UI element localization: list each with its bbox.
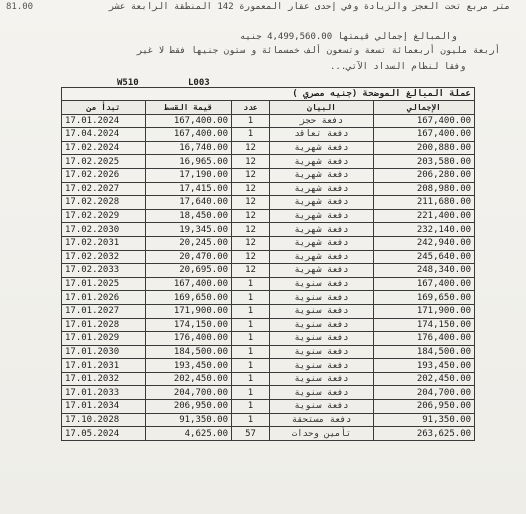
cell-total: 91,350.00 [374,413,475,427]
header-description: البيان [270,101,374,115]
payment-system-line: وفقا لنظام السداد الآتي... [330,62,466,72]
cell-total: 208,980.00 [374,182,475,196]
table-row [62,196,475,210]
cell-total: 206,280.00 [374,168,475,182]
cell-date: 17.01.2032 [62,372,146,386]
table-row [62,345,475,359]
table-row [62,359,475,373]
cell-total: 169,650.00 [374,291,475,305]
cell-amount: 204,700.00 [146,386,232,400]
table-row [62,114,475,128]
cell-date: 17.01.2024 [62,114,146,128]
cell-amount: 91,350.00 [146,413,232,427]
cell-description: دفعة سنوية [270,332,374,346]
cell-total: 204,700.00 [374,386,475,400]
cell-date: 17.01.2026 [62,291,146,305]
cell-description: دفعة شهرية [270,155,374,169]
cell-amount: 17,640.00 [146,196,232,210]
cell-description: دفعة سنوية [270,372,374,386]
property-description-line: متر مربع تحت العجز والزيادة وفي إحدى عقار المعمورة 142 المنطقة الرابعة عشر [109,2,510,12]
cell-count: 12 [232,264,270,278]
table-row [62,168,475,182]
table-row [62,223,475,237]
cell-amount: 184,500.00 [146,345,232,359]
cell-amount: 4,625.00 [146,427,232,441]
cell-date: 17.02.2024 [62,141,146,155]
cell-date: 17.02.2029 [62,209,146,223]
cell-count: 12 [232,236,270,250]
cell-amount: 202,450.00 [146,372,232,386]
table-row [62,128,475,142]
cell-total: 245,640.00 [374,250,475,264]
cell-amount: 169,650.00 [146,291,232,305]
cell-description: دفعة تعاقد [270,128,374,142]
cell-date: 17.02.2030 [62,223,146,237]
cell-total: 203,580.00 [374,155,475,169]
cell-amount: 206,950.00 [146,400,232,414]
cell-amount: 20,695.00 [146,264,232,278]
cell-date: 17.02.2028 [62,196,146,210]
cell-amount: 16,965.00 [146,155,232,169]
cell-amount: 17,415.00 [146,182,232,196]
cell-total: 167,400.00 [374,128,475,142]
payment-schedule-table [61,87,475,441]
cell-amount: 20,470.00 [146,250,232,264]
cell-description: دفعة شهرية [270,182,374,196]
table-row [62,182,475,196]
cell-amount: 167,400.00 [146,277,232,291]
cell-total: 232,140.00 [374,223,475,237]
cell-amount: 176,400.00 [146,332,232,346]
cell-total: 242,940.00 [374,236,475,250]
cell-description: دفعة سنوية [270,291,374,305]
cell-total: 167,400.00 [374,114,475,128]
cell-description: دفعة شهرية [270,223,374,237]
cell-description: دفعة حجز [270,114,374,128]
cell-total: 176,400.00 [374,332,475,346]
cell-count: 1 [232,114,270,128]
unit-code: W510 [117,78,139,88]
cell-description: دفعة سنوية [270,345,374,359]
cell-count: 57 [232,427,270,441]
table-row [62,332,475,346]
cell-total: 171,900.00 [374,304,475,318]
table-title: عملة المبالغ الموضحة (جنيه مصري ) [62,88,475,101]
table-row [62,304,475,318]
cell-count: 1 [232,128,270,142]
cell-amount: 17,190.00 [146,168,232,182]
table-row [62,277,475,291]
cell-date: 17.01.2028 [62,318,146,332]
cell-description: دفعة شهرية [270,236,374,250]
cell-total: 193,450.00 [374,359,475,373]
cell-date: 17.02.2027 [62,182,146,196]
cell-date: 17.02.2031 [62,236,146,250]
table-row [62,386,475,400]
cell-count: 1 [232,304,270,318]
cell-description: دفعة شهرية [270,250,374,264]
cell-total: 263,625.00 [374,427,475,441]
cell-description: دفعة شهرية [270,209,374,223]
cell-description: دفعة سنوية [270,359,374,373]
cell-amount: 171,900.00 [146,304,232,318]
cell-description: دفعة سنوية [270,304,374,318]
cell-amount: 193,450.00 [146,359,232,373]
cell-count: 12 [232,182,270,196]
cell-date: 17.10.2028 [62,413,146,427]
cell-description: دفعة شهرية [270,264,374,278]
cell-amount: 18,450.00 [146,209,232,223]
cell-total: 174,150.00 [374,318,475,332]
header-date: تبدأ من [62,101,146,115]
table-row [62,264,475,278]
cell-count: 1 [232,413,270,427]
table-row [62,209,475,223]
cell-count: 1 [232,359,270,373]
cell-date: 17.01.2030 [62,345,146,359]
cell-date: 17.02.2025 [62,155,146,169]
table-title-row [62,88,475,101]
table-row [62,400,475,414]
header-amount: قيمة القسط [146,101,232,115]
table-row [62,236,475,250]
cell-count: 1 [232,318,270,332]
amount-in-words-line: أربعة مليون أربعمائة تسعة وتسعون ألف خمسمائة و ستون جنيها فقط لا غير [136,46,500,56]
cell-date: 17.04.2024 [62,128,146,142]
cell-amount: 167,400.00 [146,114,232,128]
cell-total: 200,880.00 [374,141,475,155]
header-total: الإجمالي [374,101,475,115]
table-row [62,155,475,169]
table-body [62,114,475,440]
table-row [62,427,475,441]
cell-count: 1 [232,345,270,359]
cell-count: 1 [232,372,270,386]
table-row [62,372,475,386]
cell-count: 1 [232,332,270,346]
cell-description: دفعة سنوية [270,277,374,291]
table-row [62,141,475,155]
cell-total: 167,400.00 [374,277,475,291]
cell-amount: 174,150.00 [146,318,232,332]
cell-description: دفعة شهرية [270,168,374,182]
cell-description: دفعة شهرية [270,196,374,210]
table-row [62,413,475,427]
cell-amount: 20,245.00 [146,236,232,250]
cell-description: دفعة مستحقة [270,413,374,427]
cell-amount: 16,740.00 [146,141,232,155]
cell-total: 221,400.00 [374,209,475,223]
lot-code: L003 [188,78,210,88]
cell-description: تأمين وحدات [270,427,374,441]
cell-date: 17.01.2033 [62,386,146,400]
header-count: عدد [232,101,270,115]
cell-description: دفعة سنوية [270,386,374,400]
cell-count: 1 [232,386,270,400]
cell-count: 1 [232,400,270,414]
cell-total: 184,500.00 [374,345,475,359]
table-row [62,291,475,305]
cell-count: 12 [232,141,270,155]
cell-total: 211,680.00 [374,196,475,210]
cell-count: 12 [232,250,270,264]
table-header-row [62,101,475,115]
table-row [62,318,475,332]
cell-count: 1 [232,291,270,305]
cell-date: 17.01.2027 [62,304,146,318]
cell-amount: 19,345.00 [146,223,232,237]
cell-count: 1 [232,277,270,291]
cell-date: 17.02.2026 [62,168,146,182]
cell-date: 17.01.2034 [62,400,146,414]
cell-date: 17.01.2025 [62,277,146,291]
cell-count: 12 [232,209,270,223]
total-amount-line: والمبالغ إجمالي قيمتها 4,499,560.00 جنيه [240,32,457,42]
cell-count: 12 [232,223,270,237]
cell-date: 17.05.2024 [62,427,146,441]
cell-count: 12 [232,168,270,182]
cell-description: دفعة شهرية [270,141,374,155]
cell-count: 12 [232,155,270,169]
cell-date: 17.01.2031 [62,359,146,373]
cell-count: 12 [232,196,270,210]
cell-date: 17.02.2033 [62,264,146,278]
cell-date: 17.01.2029 [62,332,146,346]
cell-description: دفعة سنوية [270,318,374,332]
cell-amount: 167,400.00 [146,128,232,142]
cell-description: دفعة سنوية [270,400,374,414]
table-row [62,250,475,264]
area-number: 81.00 [6,2,34,12]
cell-total: 206,950.00 [374,400,475,414]
cell-total: 248,340.00 [374,264,475,278]
cell-date: 17.02.2032 [62,250,146,264]
cell-total: 202,450.00 [374,372,475,386]
